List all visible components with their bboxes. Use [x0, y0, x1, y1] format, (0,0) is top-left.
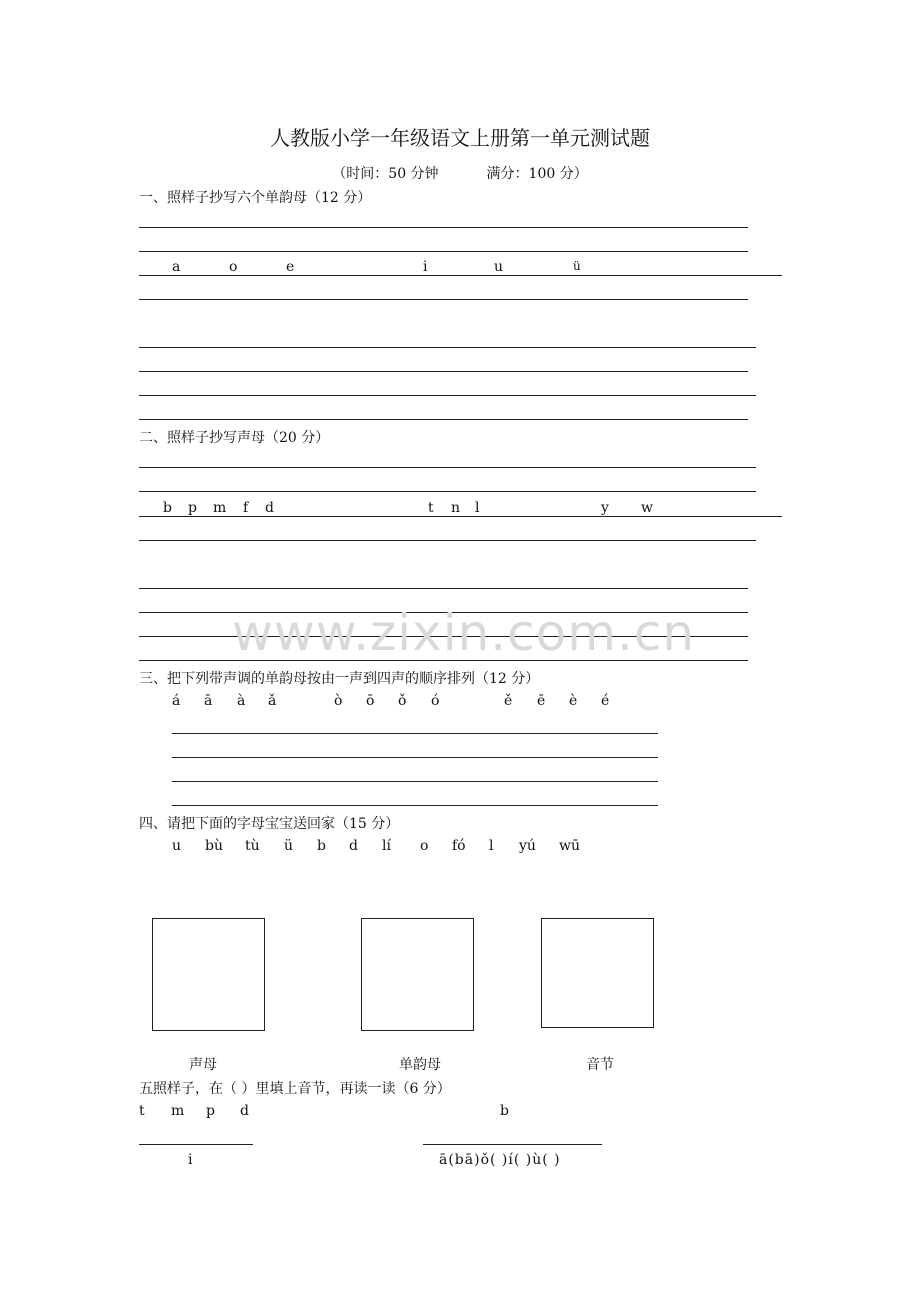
initial-letter: m — [213, 500, 227, 516]
toned-vowel: ǒ — [398, 693, 407, 709]
letter-card: bù — [205, 838, 223, 854]
writing-line — [139, 275, 782, 276]
initial-letter: t — [428, 500, 434, 516]
initial-letter: n — [451, 500, 461, 516]
full-score: 满分：100 分） — [486, 166, 588, 182]
initial-letter: f — [243, 500, 249, 516]
letter-card: o — [420, 838, 429, 854]
letter-card: d — [349, 838, 358, 854]
vowel-letter: o — [229, 259, 238, 275]
example-initial: t — [139, 1103, 145, 1119]
section-4-heading: 四、请把下面的字母宝宝送回家（15 分） — [139, 816, 400, 832]
toned-vowel: á — [172, 693, 181, 709]
toned-vowel: ō — [366, 693, 375, 709]
letter-card: tù — [245, 838, 260, 854]
letter-card: l — [489, 838, 494, 854]
answer-line — [172, 733, 658, 734]
toned-vowel: à — [237, 693, 246, 709]
time-limit: （时间：50 分钟 — [332, 166, 439, 182]
letter-card: fó — [452, 838, 466, 854]
writing-line — [139, 227, 748, 228]
writing-line — [139, 419, 748, 420]
section-3-heading: 三、把下列带声调的单韵母按由一声到四声的顺序排列（12 分） — [139, 671, 540, 687]
initials-answer-box[interactable] — [152, 918, 265, 1031]
toned-vowel: é — [601, 693, 610, 709]
toned-vowel: ē — [537, 693, 546, 709]
toned-vowel: ò — [334, 693, 343, 709]
writing-line — [139, 540, 756, 541]
initial-letter: y — [601, 500, 609, 516]
writing-line — [139, 371, 748, 372]
toned-vowel: ó — [431, 693, 440, 709]
box-label-vowels: 单韵母 — [399, 1057, 441, 1073]
section-5-heading: 五照样子，在（ ）里填上音节，再读一读（6 分） — [139, 1081, 451, 1097]
vowel-letter: u — [494, 259, 504, 275]
connecting-line — [139, 1144, 253, 1145]
initial-letter: p — [188, 500, 197, 516]
vowels-answer-box[interactable] — [361, 918, 474, 1031]
writing-line — [139, 516, 782, 517]
letter-card: wū — [559, 838, 580, 854]
letter-card: b — [317, 838, 326, 854]
page-title: 人教版小学一年级语文上册第一单元测试题 — [270, 126, 650, 150]
toned-vowel: ā — [204, 693, 213, 709]
connecting-line — [423, 1144, 602, 1145]
watermark: www.zixin.com.cn — [232, 604, 696, 662]
writing-line — [139, 347, 756, 348]
exam-info — [0, 163, 920, 183]
toned-vowel: è — [569, 693, 578, 709]
vowel-letter: e — [286, 259, 295, 275]
writing-line — [139, 588, 748, 589]
initial-letter: w — [641, 500, 653, 516]
vowel-letter: a — [172, 259, 181, 275]
syllable-fill-in: ā(bā)ǒ( )í( )ù( ) — [439, 1152, 561, 1168]
initial-letter: b — [163, 500, 172, 516]
writing-line — [139, 251, 748, 252]
answer-line — [172, 805, 658, 806]
vowel-letter: i — [423, 259, 428, 275]
letter-card: u — [172, 838, 182, 854]
answer-line — [172, 757, 658, 758]
example-initial-right: b — [500, 1103, 509, 1119]
toned-vowel: ě — [504, 693, 513, 709]
writing-line — [139, 467, 756, 468]
section-1-heading: 一、照样子抄写六个单韵母（12 分） — [139, 190, 372, 206]
writing-line — [139, 491, 756, 492]
letter-card: lí — [382, 838, 391, 854]
section-2-heading: 二、照样子抄写声母（20 分） — [139, 430, 330, 446]
syllables-answer-box[interactable] — [541, 918, 654, 1028]
vowel-letter: ü — [573, 259, 581, 273]
letter-card: yú — [519, 838, 536, 854]
toned-vowel: ǎ — [268, 693, 277, 709]
writing-line — [139, 299, 748, 300]
example-initial: p — [206, 1103, 215, 1119]
box-label-initials: 声母 — [189, 1057, 217, 1073]
answer-line — [172, 781, 658, 782]
writing-line — [139, 395, 756, 396]
letter-card: ü — [284, 838, 294, 854]
initial-letter: l — [475, 500, 480, 516]
example-initial: d — [240, 1103, 249, 1119]
box-label-syllables: 音节 — [586, 1057, 614, 1073]
example-initial: m — [171, 1103, 185, 1119]
initial-letter: d — [265, 500, 274, 516]
example-vowel: i — [188, 1152, 193, 1168]
